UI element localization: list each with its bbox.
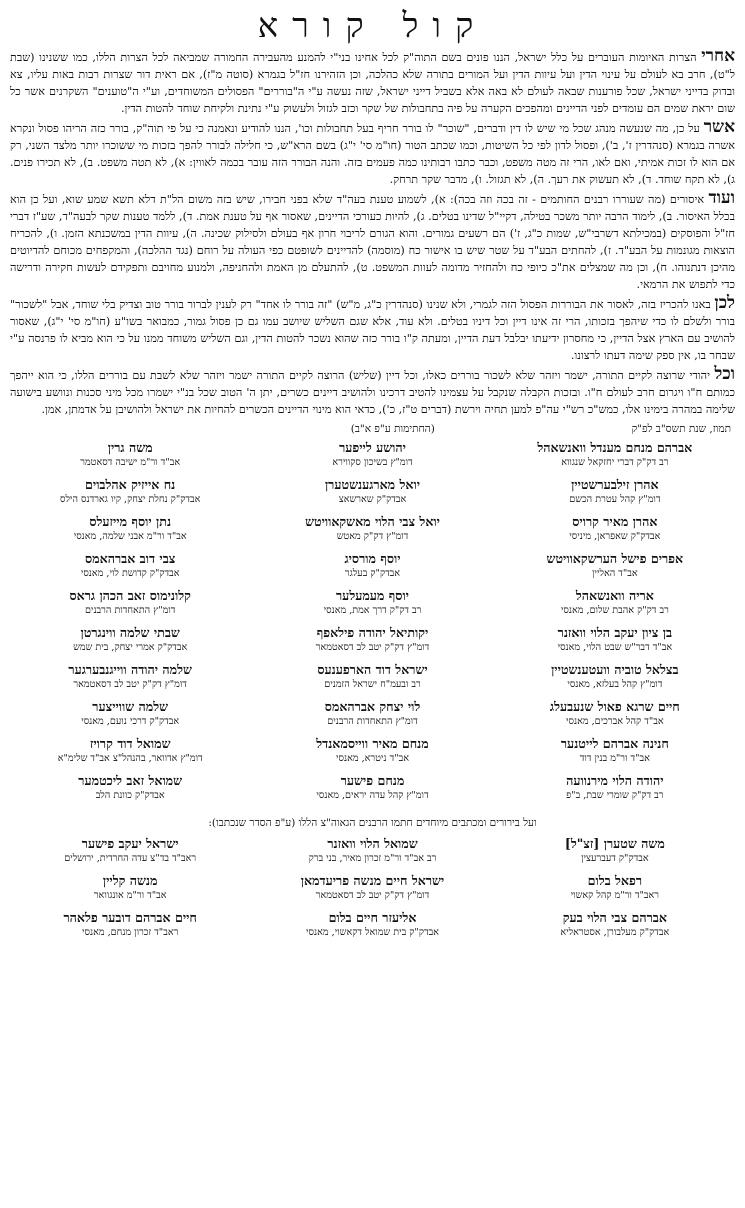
signature-title: דומ"ץ אדוואר, בהנהל"צ אב"ד שלימ"א — [57, 753, 203, 764]
signature — [16, 550, 244, 585]
signature — [501, 735, 729, 770]
signature-title: אבדק"ק שאפראן, מיניסי — [569, 531, 661, 542]
supporter-signature-title: אבדק"ק בית שמואל דקאשוי, מאנסי — [306, 927, 439, 938]
signature-name: בצלאל טוביה וועטענשטיין — [551, 662, 679, 677]
body-text — [10, 48, 735, 418]
signature-title: דומ"ץ דק"ק יטב לב דסאטמאר — [73, 679, 187, 690]
meta-row — [14, 421, 731, 437]
signature — [501, 624, 729, 659]
signature-title: אבדק"ק נחלת יצחק, קיו גארדנס הילס — [59, 494, 201, 505]
signature-name: יהושע לייפער — [339, 440, 406, 455]
paragraph — [10, 366, 735, 418]
signature — [501, 439, 729, 474]
signature-title: רב דק"ק שומרי שבת, ב"פ — [566, 790, 664, 801]
paragraph-lead-word: אשר — [703, 117, 735, 137]
signature-name: אברהם מנחם מענדל וואנשאהל — [537, 440, 693, 455]
signature-name: אפרים פישל הערשקאוויטש — [546, 551, 684, 566]
signature-title: אב"ד דבר"ש שבט הלוי, מאנסי — [557, 642, 673, 653]
signature — [16, 476, 244, 511]
supporter-signature — [16, 835, 244, 870]
signature-name: יואל צבי הלוי מאשקאוויטש — [305, 514, 440, 529]
supporter-signature-name: מנשה קליין — [102, 873, 158, 888]
signature-title: דומ"ץ דק"ק מאטש — [336, 531, 409, 542]
signature — [16, 587, 244, 622]
supporter-signature-name: שמואל הלוי וואזנר — [327, 836, 418, 851]
supporter-signature-title: רב אב"ד ור"מ זכרון מאיר, בני ברק — [308, 853, 437, 864]
signature-name: יוסף מעמעלער — [336, 588, 409, 603]
signature-name: שבתי שלמה ווינגרטן — [80, 625, 180, 640]
signature-title: דומ"ץ קהל עדה יראים, מאנסי — [316, 790, 429, 801]
signature — [258, 513, 486, 548]
signature-title: אב"ד ניטרא, מאנסי — [336, 753, 409, 764]
signature-name: יוסף מורסיג — [344, 551, 401, 566]
supporter-signature-title: ראב"ד בד"צ עדה החרדית, ירושלים — [64, 853, 197, 864]
paragraph-text: באנו להכריז בזה, לאסור את הבוררות הפסול הזה לגמרי, ולא שנינו (סנהדרין כ"ג, מ"ש) "זה בורר לו אחד" רק לענין לברור בורר טוב וצדיק בלי שוחד, אבל "לשכור" בורר ולשלם לו כדי שיהפך בזכותו, הרי זה אינו דיין וכל דיניו בטלים. ולא עוד, אלא שגם השליש שיושב עמו גם כן פסול גמור, כמבואר בשו"ע (חו"מ סי' י"ג), שאסור להושיב עם הארץ אצל הדיין, כי מחסרון ידיעתו יבלבל דעת הדיין, ומעתה ק"ו בורר כזה שהוא נשכר להטות הדין, וגם השליש משוחד ממנו על כי הוא מביא לו פרנסה ע"י שבחר בו, אין ספק שימה דעתו לרצונו. — [10, 298, 735, 362]
signature-name: שמואל דוד קרויז — [89, 736, 171, 751]
signature-title: רב דק"ק אהבת שלום, מאנסי — [560, 605, 669, 616]
signature — [16, 661, 244, 696]
signature — [258, 772, 486, 807]
paragraph-text: איסורים (מה שעוררו רבנים החותמים - זה בכה וזה בכה): א), לשמוע טענת בעה"ד שלא בפני חבירו, שיש בזה משום הל"ת דלא תשא שמע שוא, ועל כן הוא בכלל האיסור. ב), לימוד הרבה יותר משכר בטילה, דקיי"ל שדינו בטלים. ג), להיות כעורכי הדיינים, שאסור אף על טענת אמת. ד), ללמד טענות שקר לבעה"ד, שע"ז דברי חז"ל והפוסקים (במכילתא דשרבי"ש, שמות כ"ג, ז') הם רשעים גמורים. והוא הגורם לריבוי חרון אף בעולם ולסילוק שכינה. ה), עיוות הדין במשכנתא הזמן. ו), להכריח הוצאות מגונמות על הבע"ד. ז), להחתים הבע"ד על שטר שיש בו אישור כח (מוסמה) להדיינים לשופטם כפי העולה על רוחם (נגד ההלכה), והמקפחים מכוחם להדיוטים מהיכן דנתנוהו. ח), וכן מה שמצלים את"כ כיופי כח ולהחזיר מדומה לעוות המשפט. ט), להתעלם מן האמת ולהחניפה, ולמנוע מחויבם ותפקידם לעשות חקירה ודרישה כדי לתפוש את הרמאי. — [10, 193, 735, 291]
supporter-signature — [258, 835, 486, 870]
signature — [16, 439, 244, 474]
signature — [16, 735, 244, 770]
signature-name: לוי יצחק אברהאמס — [324, 699, 421, 714]
signature-title: אבדק"ק שארשאצ — [338, 494, 407, 505]
supporter-signature-title: אבדק"ק מעלבורן, אסטראליא — [560, 927, 670, 938]
signature-name: נח אייזיק אהלבוים — [85, 477, 176, 492]
signature — [501, 698, 729, 733]
signature-title: אבדק"ק בעלגר — [344, 568, 401, 579]
paragraph-text: הצרות האיומות העוברים על כלל ישראל, הננו פונים בשם התוה"ק לכל אחינו בני"י להמנע מהעבירה החמורה שמביאה לכל הצרות הללו, כמו ששנינו (שבת ל"ט), חרב בא לעולם על עינוי הדין ועל עיוות הדין ועל המורים בתורה שלא כהלכה, וכן הזהירנו חז"ל בגמרא (סוטה מ"ז), אם ראית דור שצרות רבות באות עליו, צא ובדוק בדייני ישראל, שכל פורענות שבאה לעולם לא באה אלא בשביל דייני ישראל, שזה נעשה ע"י ה"בוררים" הפסולים המשוחדים, וע"י ה"טוענים" השקרנים אשר כל שום יראת שמים הם עומדים לפני הדיינים ומהפכים הקערה על פיה בתחבולות של שקר וכזב לגזול ולעשוק ע"י נתינת ולקיחת שוחד להטות הדין. — [10, 51, 735, 115]
paragraph-lead-word: לכן — [714, 293, 736, 313]
page-title: קול קורא — [257, 6, 488, 46]
paragraph — [10, 119, 735, 188]
signature — [501, 587, 729, 622]
signature — [16, 772, 244, 807]
signature-title: דומ"ץ התאחדות הרבנים — [327, 716, 418, 727]
signature-title: אבדק"ק אמרי יצחק, בית שמש — [73, 642, 188, 653]
signature — [258, 439, 486, 474]
signature-title: אב"ד ור"מ אבני שלמה, מאנסי — [73, 531, 187, 542]
signature — [501, 550, 729, 585]
signature-name: צבי דוב אברהאמס — [84, 551, 176, 566]
signature-title: רב דק"ק דברי יחזקאל שנגווא — [561, 457, 669, 468]
paragraph-text: על כן, מה שנעשה מנהג שכל מי שיש לו דין ודברים, "שוכר" לו בורר חריף בעל תחבולות וכו', הננו להודיע ונאמנה כי על פי תוה"ק, בורר כזה הריהו פסול ונקרא אשרה בגמרא (סנהדרין ז', ב'), ופסול לדון לפי כל השיטות, וכמו שכתב הטור (חו"מ סי' י"ג) בשם הרא"ש, כי חלילה לבורר להפך בזכות מי ששוכרו יותר מלצד השני, רק אם הוא לו זכות אמיתי, ואם לאו, הרי זה מטה משפט, וכבר כתבו רבותינו כמה פעמים בזה. והנה הבורר הזה עובר בכמה לאווין: א), לא תטה משפט. ב), לא תכירו פנים. ג), לא תקח שוחד. ד), לא תעשוק את רעך. ה), לא תגזול. ו), מדבר שקר תרחק. — [10, 122, 735, 186]
supporter-signature-title: אבדק"ק דעברעצין — [581, 853, 649, 864]
supporter-signature-name: ישראל חיים מנשה פריעדמאן — [300, 873, 445, 888]
paragraph-lead-word: אחרי — [701, 46, 736, 66]
supporter-signature-title: אב"ד ור"מ אונגוואר — [93, 890, 167, 901]
signature-title: רב ובעמ"ח ישראל הזמנים — [324, 679, 421, 690]
signature — [258, 698, 486, 733]
supporter-signature — [501, 909, 729, 944]
signature-name: אהרן זילבערשטיין — [571, 477, 659, 492]
signature-name: ישראל דוד הארפענעס — [317, 662, 428, 677]
document-page — [10, 6, 735, 1202]
paragraph — [10, 48, 735, 117]
signature — [16, 513, 244, 548]
paragraph — [10, 295, 735, 364]
signature — [258, 587, 486, 622]
supporter-signature-title: דומ"ץ דק"ק יטב לב דסאטמאר — [315, 890, 430, 901]
supporter-signature — [258, 872, 486, 907]
signature — [501, 476, 729, 511]
signature — [258, 550, 486, 585]
signature-title: דומ"ץ קהל בעלזא, מאנסי — [567, 679, 663, 690]
signature-name: מנחם פישער — [340, 773, 405, 788]
supporter-signature — [258, 909, 486, 944]
signature-order-note: (החתימות ע"פ א"ב) — [350, 423, 435, 435]
signature — [501, 513, 729, 548]
signature-name: שלמה יהודה ווייגנבערגער — [68, 662, 192, 677]
supporter-signature-title: ראב"ד זכרון מנחם, מאנסי — [82, 927, 179, 938]
supporters-grid — [16, 835, 729, 944]
signature-name: יואל מארגענשטערן — [324, 477, 421, 492]
signature-title: דומ"ץ בשיכון סקווירא — [332, 457, 413, 468]
supporter-signature — [501, 835, 729, 870]
signature — [16, 624, 244, 659]
supporter-signature — [16, 909, 244, 944]
supporter-signature — [501, 872, 729, 907]
signature — [16, 698, 244, 733]
signature-name: משה גרין — [107, 440, 153, 455]
signature — [258, 661, 486, 696]
signature-name: יהודה הלוי מירנוועה — [566, 773, 664, 788]
signature-title: אבדק"ק דרכי נועם, מאנסי — [81, 716, 180, 727]
signature-title: אב"ד ור"מ ישיבה דסאטמר — [80, 457, 181, 468]
paragraph — [10, 190, 735, 293]
signature — [501, 661, 729, 696]
signature-title: רב דק"ק דרך אמת, מאנסי — [323, 605, 422, 616]
signature-name: מנחם מאיר ווייסמאנדל — [316, 736, 429, 751]
signature-title: דומ"ץ קהל עטרת הכשם — [569, 494, 661, 505]
paragraph-text: יהודי שרוצה לקיים התורה, ישמר ויזהר שלא לשכור בוררים כאלו, וכל דיין (שליש) הרוצה לקיים התורה ישמר ויזהר שלא לשבת עם בוררים הללו, כי הוא ייהפך כמותם ח"ו ויגרום חרב לעולם ח"ו. ובזכות הקבלה שנקבל על עצמינו להטיב דרכינו ולהושיב דיינים כשרים, יתן ה' הטוב שכל בנ"י ישמרו מכל מיני סכנות ונוושע בישועה שלימה במהרה בימינו אלו, כמש"כ רש"י עה"פ למען תחיה וירשת (דברים ט"ז, כ'), כדאי הוא מינוי הדיינים הכשרים להחיות את ישראל ולהושיבן על אדמתן, אמן. — [10, 369, 735, 416]
signature-name: חנינה אברהם לייטנער — [560, 736, 669, 751]
signature-title: דומ"ץ התאחדות הרבנים — [84, 605, 176, 616]
paragraph-lead-word: ועוד — [708, 188, 735, 208]
signature-name: חיים שרגא פאול שנעבעלג — [549, 699, 680, 714]
signature-name: בן ציון יעקב הלוי וואזנר — [557, 625, 673, 640]
signature-name: נתן יוסף מייזעלס — [89, 514, 172, 529]
supporter-signature-name: רפאל בלום — [587, 873, 643, 888]
paragraph-lead-word: וכל — [714, 364, 736, 384]
supporter-signature-name: אליעזר חיים בלום — [328, 910, 417, 925]
signature-name: שמואל זאב ליכטמער — [78, 773, 183, 788]
signature-title: אבדק"ק כוונת הלב — [95, 790, 165, 801]
supporter-signature — [16, 872, 244, 907]
signatures-grid — [16, 439, 729, 807]
supporter-signature-name: משה שטערן [זצ"ל] — [564, 836, 665, 851]
date-line: תמוז, שנת תשס"ב לפ"ק — [631, 423, 731, 435]
signature — [501, 772, 729, 807]
signature-name: אהרן מאיר קרויס — [572, 514, 658, 529]
supporters-heading: ועל בירורים ומכתבים מיוחדים חתמו הרבנים הגאוה"צ הללו (ע"פ הסדר שנכתבו): — [208, 817, 537, 829]
signature-name: אריה וואנשאהל — [575, 588, 654, 603]
signature-title: אב"ד קהל אברכים, מאנסי — [566, 716, 664, 727]
signature-name: יקותיאל יהודה פילאפף — [316, 625, 429, 640]
supporter-signature-title: ראב"ד ור"מ קהל קאשוי — [570, 890, 659, 901]
signature-title: אבדק"ק קדושת לוי, מאנסי — [80, 568, 180, 579]
supporter-signature-name: חיים אברהם דובער פלאהר — [63, 910, 197, 925]
supporter-signature-name: ישראל יעקב פישער — [81, 836, 179, 851]
signature-name: קלונימוס זאב הכהן גראס — [69, 588, 191, 603]
signature — [258, 476, 486, 511]
signature — [258, 624, 486, 659]
signature — [258, 735, 486, 770]
signature-title: אב"ד ור"מ בנין דוד — [579, 753, 650, 764]
signature-title: דומ"ץ דק"ק יטב לב דסאטמאר — [315, 642, 430, 653]
supporter-signature-name: אברהם צבי הלוי בעק — [562, 910, 667, 925]
signature-name: שלמה שווייצער — [92, 699, 169, 714]
signature-title: אב"ד האליין — [591, 568, 638, 579]
